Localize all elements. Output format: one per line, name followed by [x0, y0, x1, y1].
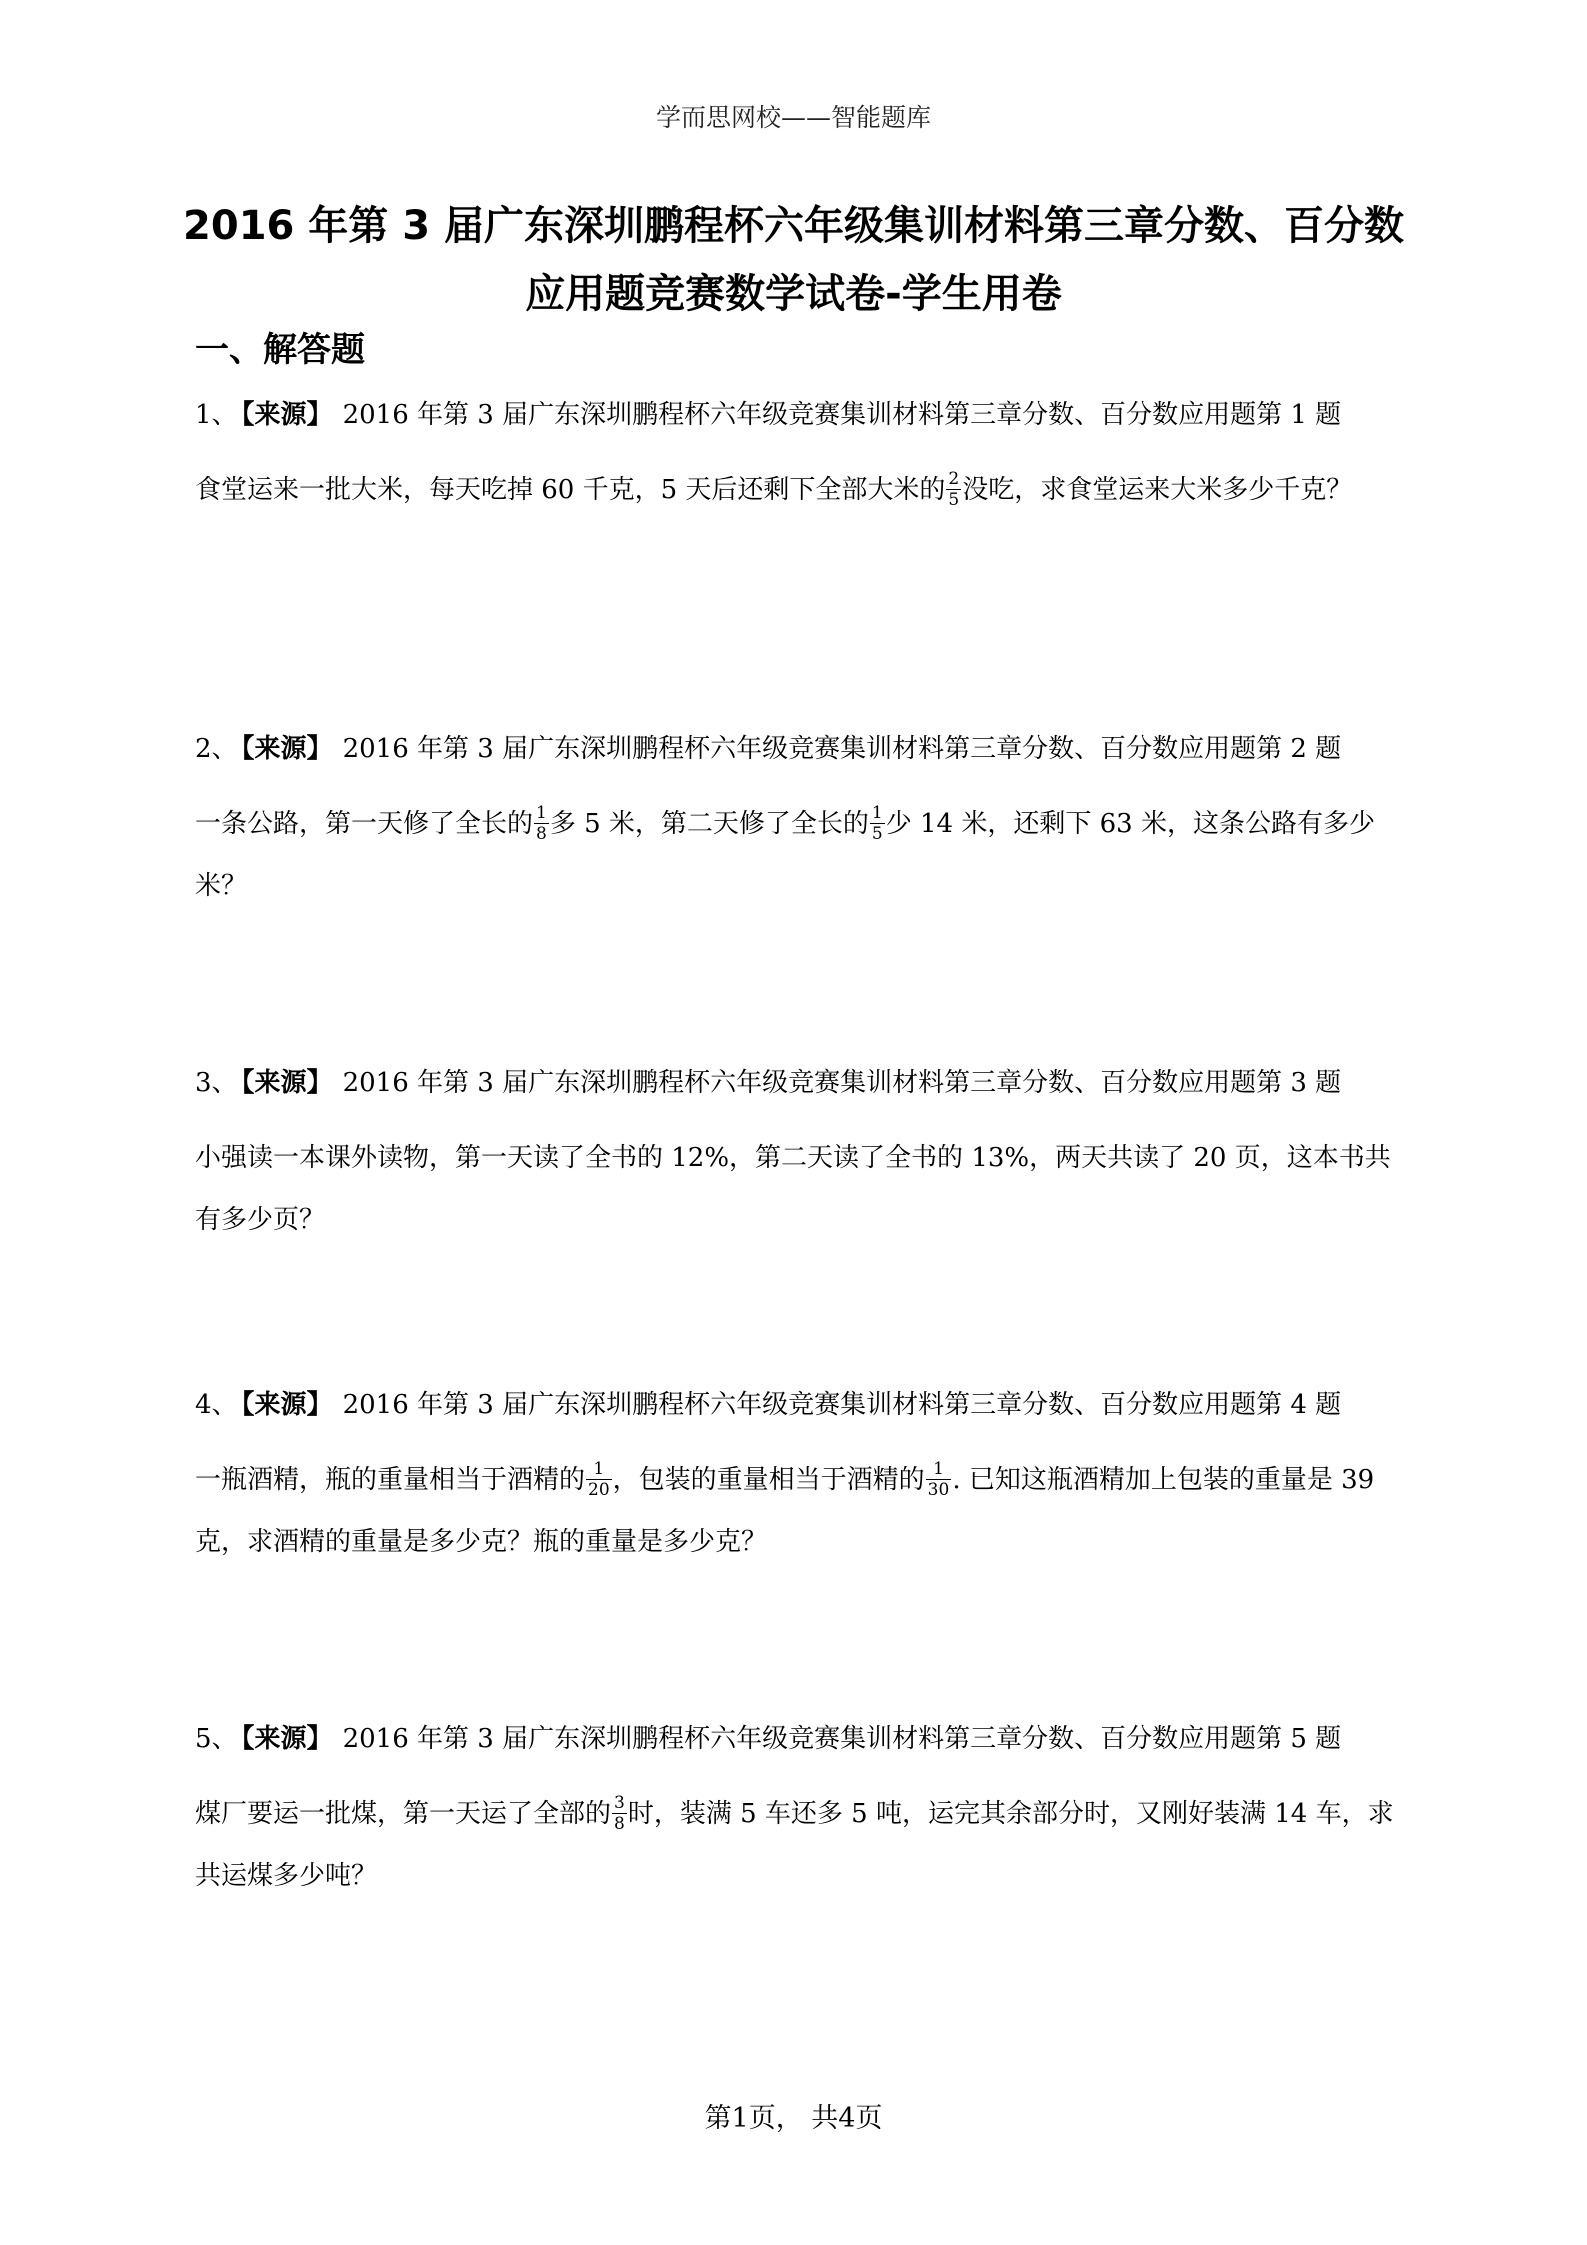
- question-source: [195, 1712, 1400, 1767]
- question-source-text: 2016 年第 3 届广东深圳鹏程杯六年级竞赛集训材料第三章分数、百分数应用题第 1 题: [342, 400, 1342, 430]
- fraction-denominator: 5: [871, 823, 883, 844]
- source-tag: 【来源】: [241, 734, 333, 764]
- question-text: 一条公路，第一天修了全长的: [195, 809, 534, 839]
- question-text: 煤厂要运一批煤，第一天运了全部的: [195, 1799, 612, 1829]
- fraction: [534, 803, 549, 844]
- question-body: [195, 793, 1400, 917]
- question-body: [195, 1783, 1400, 1907]
- document-title: [180, 192, 1407, 328]
- question-body: [195, 1127, 1400, 1251]
- question-text: 食堂运来一批大米，每天吃掉 60 千克，5 天后还剩下全部大米的: [195, 475, 946, 505]
- page-footer: 第1页， 共4页: [704, 2103, 883, 2134]
- question-source-text: 2016 年第 3 届广东深圳鹏程杯六年级竞赛集训材料第三章分数、百分数应用题第 3 题: [342, 1068, 1342, 1098]
- fraction-denominator: 8: [614, 1813, 625, 1834]
- question-3: [195, 1056, 1400, 1251]
- source-tag: 【来源】: [241, 400, 333, 430]
- question-2: [195, 722, 1400, 917]
- question-source: [195, 1056, 1400, 1111]
- fraction-denominator: 5: [948, 489, 960, 510]
- fraction-numerator: 3: [614, 1792, 625, 1813]
- question-source-text: 2016 年第 3 届广东深圳鹏程杯六年级竞赛集训材料第三章分数、百分数应用题第 4 题: [342, 1390, 1342, 1420]
- question-4: [195, 1378, 1400, 1573]
- question-source: [195, 388, 1400, 443]
- fraction-denominator: 30: [927, 1479, 950, 1500]
- question-text: 多 5 米，第二天修了全长的: [549, 809, 869, 839]
- question-1: [195, 388, 1400, 521]
- fraction-denominator: 8: [536, 823, 547, 844]
- fraction-numerator: 1: [871, 802, 883, 823]
- question-text: 一瓶酒精，瓶的重量相当于酒精的: [195, 1465, 586, 1495]
- question-text: 小强读一本课外读物，第一天读了全书的 12%，第二天读了全书的 13%，两天共读了 20 页，这本书共有多少页？: [195, 1143, 1391, 1235]
- fraction: [870, 803, 885, 844]
- question-body: [195, 459, 1400, 521]
- question-number: 4、: [195, 1390, 238, 1420]
- document-title-line-1: 2016 年第 3 届广东深圳鹏程杯六年级集训材料第三章分数、百分数: [183, 203, 1404, 249]
- question-number: 1、: [195, 400, 238, 430]
- question-body: [195, 1449, 1400, 1573]
- fraction: [926, 1459, 952, 1500]
- fraction: [586, 1459, 612, 1500]
- fraction-numerator: 1: [926, 1459, 952, 1480]
- question-text: 没吃，求食堂运来大米多少千克？: [962, 475, 1353, 505]
- question-source-text: 2016 年第 3 届广东深圳鹏程杯六年级竞赛集训材料第三章分数、百分数应用题第 5 题: [342, 1724, 1342, 1754]
- fraction-numerator: 2: [948, 468, 960, 489]
- source-tag: 【来源】: [241, 1724, 333, 1754]
- question-source: [195, 722, 1400, 777]
- question-text: . 已知这瓶酒精加上包装的重量是 39 克，求酒精的重量是多少克？瓶的重量是多少克？: [195, 1465, 1375, 1557]
- fraction-numerator: 1: [536, 802, 547, 823]
- question-source-text: 2016 年第 3 届广东深圳鹏程杯六年级竞赛集训材料第三章分数、百分数应用题第 2 题: [342, 734, 1342, 764]
- question-number: 5、: [195, 1724, 238, 1754]
- source-tag: 【来源】: [241, 1390, 333, 1420]
- section-heading: 一、解答题: [195, 330, 365, 370]
- source-tag: 【来源】: [241, 1068, 333, 1098]
- question-source: [195, 1378, 1400, 1433]
- question-text: 少 14 米，还剩下 63 米，这条公路有多少米？: [195, 809, 1375, 901]
- fraction-denominator: 20: [588, 1479, 610, 1500]
- question-number: 2、: [195, 734, 238, 764]
- document-title-line-2: 应用题竞赛数学试卷-学生用卷: [525, 271, 1062, 317]
- question-text: ，包装的重量相当于酒精的: [612, 1465, 925, 1495]
- question-text: 时，装满 5 车还多 5 吨，运完其余部分时，又刚好装满 14 车，求共运煤多少吨？: [195, 1799, 1394, 1891]
- fraction-numerator: 1: [586, 1459, 612, 1480]
- page-header: 学而思网校——智能题库: [655, 103, 931, 132]
- question-5: [195, 1712, 1400, 1907]
- fraction: [612, 1793, 627, 1834]
- question-number: 3、: [195, 1068, 238, 1098]
- fraction: [946, 469, 961, 510]
